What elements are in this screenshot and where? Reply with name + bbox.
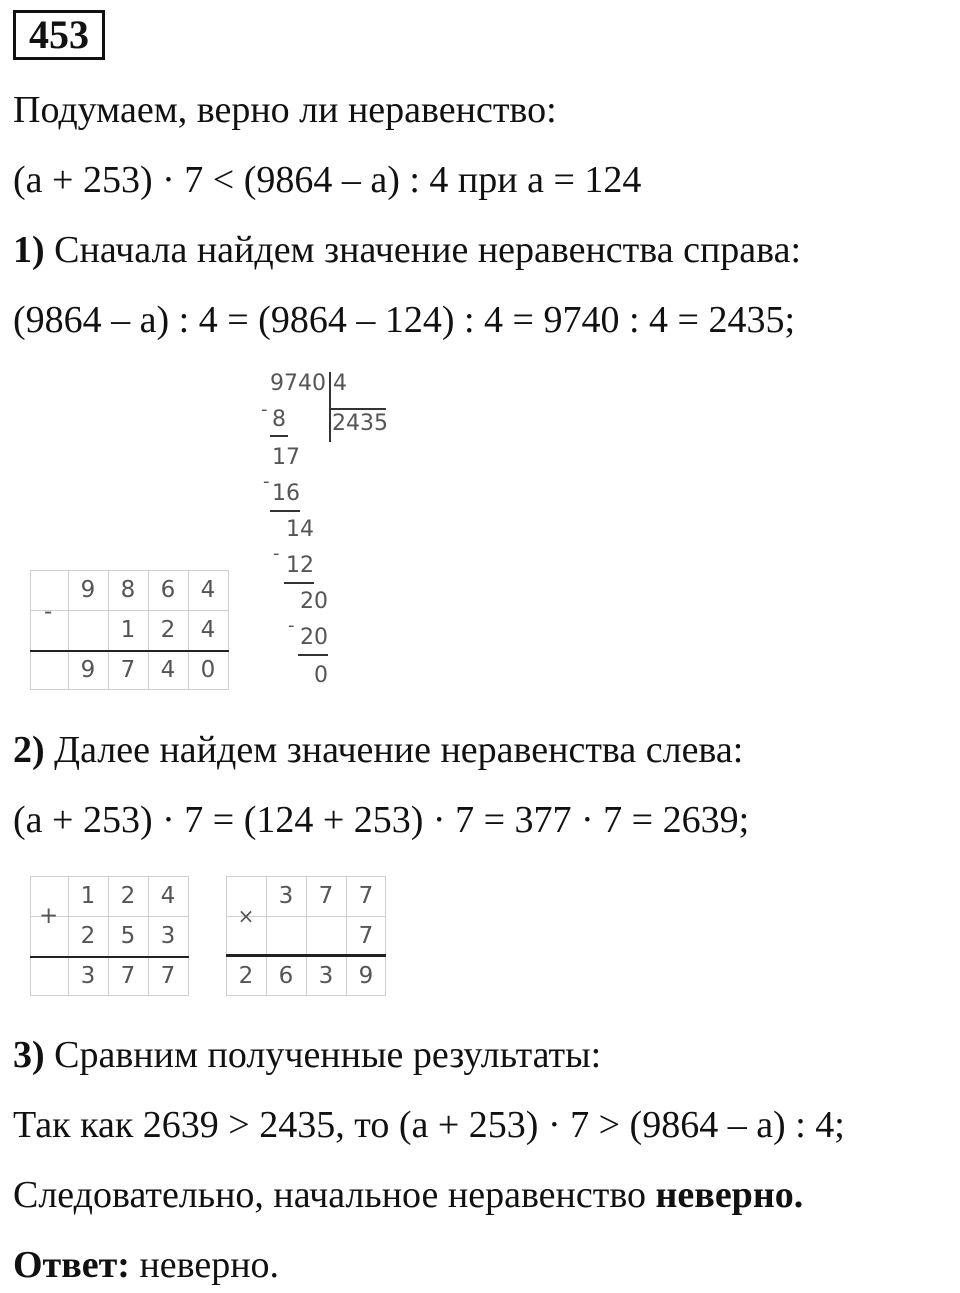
digit: 3 xyxy=(80,963,96,989)
digit: 7 xyxy=(318,883,334,909)
digit: 9 xyxy=(80,657,96,683)
digit: 7 xyxy=(358,883,374,909)
minus-sign: - xyxy=(263,471,270,492)
answer-label: Ответ: xyxy=(13,1244,130,1286)
step3-calc: Так как 2639 > 2435, то (a + 253) · 7 > (9864 – a) : 4; xyxy=(13,1104,845,1146)
digit: 7 xyxy=(358,923,374,949)
step2-text: Далее найдем значение неравенства слева: xyxy=(44,729,744,771)
digit: 3 xyxy=(278,883,294,909)
digit: 4 xyxy=(200,617,216,643)
step3-text: Сравним полученные результаты: xyxy=(44,1034,602,1076)
subtraction-column xyxy=(30,570,230,690)
division-step: 14 xyxy=(286,517,314,542)
division-step: 12 xyxy=(286,553,314,578)
answer-text: неверно. xyxy=(129,1244,280,1286)
step1-calc: (9864 – a) : 4 = (9864 – 124) : 4 = 9740 : 4 = 2435; xyxy=(13,299,796,341)
digit: 6 xyxy=(278,963,294,989)
conclusion xyxy=(13,1173,803,1217)
digit: 7 xyxy=(120,963,136,989)
step1-label: 1) xyxy=(13,229,45,271)
digit: 5 xyxy=(120,923,136,949)
answer xyxy=(13,1243,279,1287)
multiplication-column xyxy=(226,876,386,996)
division-step: 0 xyxy=(314,663,328,688)
digit: 7 xyxy=(120,657,136,683)
minus-sign: - xyxy=(288,615,295,636)
inequality: (a + 253) · 7 < (9864 – a) : 4 при a = 124 xyxy=(13,159,642,201)
division-step: 16 xyxy=(272,481,300,506)
task-number: 453 xyxy=(13,10,105,60)
step2-label: 2) xyxy=(13,729,45,771)
digit: 3 xyxy=(160,923,176,949)
step2-heading xyxy=(13,728,743,772)
digit: 4 xyxy=(160,883,176,909)
digit: 2 xyxy=(120,883,136,909)
times-sign: × xyxy=(237,904,255,928)
conclusion-text: Следовательно, начальное неравенство xyxy=(13,1174,656,1216)
division-step: 20 xyxy=(300,589,328,614)
long-division xyxy=(258,372,398,692)
digit: 2 xyxy=(80,923,96,949)
digit: 4 xyxy=(160,657,176,683)
dividend: 9740 xyxy=(270,371,326,396)
digit: 0 xyxy=(200,657,216,683)
step3-label: 3) xyxy=(13,1034,45,1076)
digit: 2 xyxy=(160,617,176,643)
step3-heading xyxy=(13,1033,601,1077)
division-step: 20 xyxy=(300,625,328,650)
digit: 4 xyxy=(200,577,216,603)
digit: 1 xyxy=(120,617,136,643)
division-step: 8 xyxy=(272,407,286,432)
divisor: 4 xyxy=(333,371,347,396)
digit: 6 xyxy=(160,577,176,603)
digit: 1 xyxy=(80,883,96,909)
minus-sign: - xyxy=(44,599,53,625)
plus-sign: + xyxy=(39,903,59,929)
minus-sign: - xyxy=(261,399,268,420)
digit: 9 xyxy=(80,577,96,603)
conclusion-verdict: неверно. xyxy=(655,1174,804,1216)
quotient: 2435 xyxy=(332,411,388,436)
digit: 8 xyxy=(120,577,136,603)
addition-column xyxy=(30,876,190,996)
step2-calc: (a + 253) · 7 = (124 + 253) · 7 = 377 · 7 = 2639; xyxy=(13,799,750,841)
digit: 7 xyxy=(160,963,176,989)
intro-text: Подумаем, верно ли неравенство: xyxy=(13,89,557,131)
division-step: 17 xyxy=(272,445,300,470)
digit: 9 xyxy=(358,963,374,989)
digit: 2 xyxy=(238,963,254,989)
digit: 3 xyxy=(318,963,334,989)
step1-heading xyxy=(13,228,801,272)
minus-sign: - xyxy=(273,543,280,564)
step1-text: Сначала найдем значение неравенства справа: xyxy=(44,229,802,271)
